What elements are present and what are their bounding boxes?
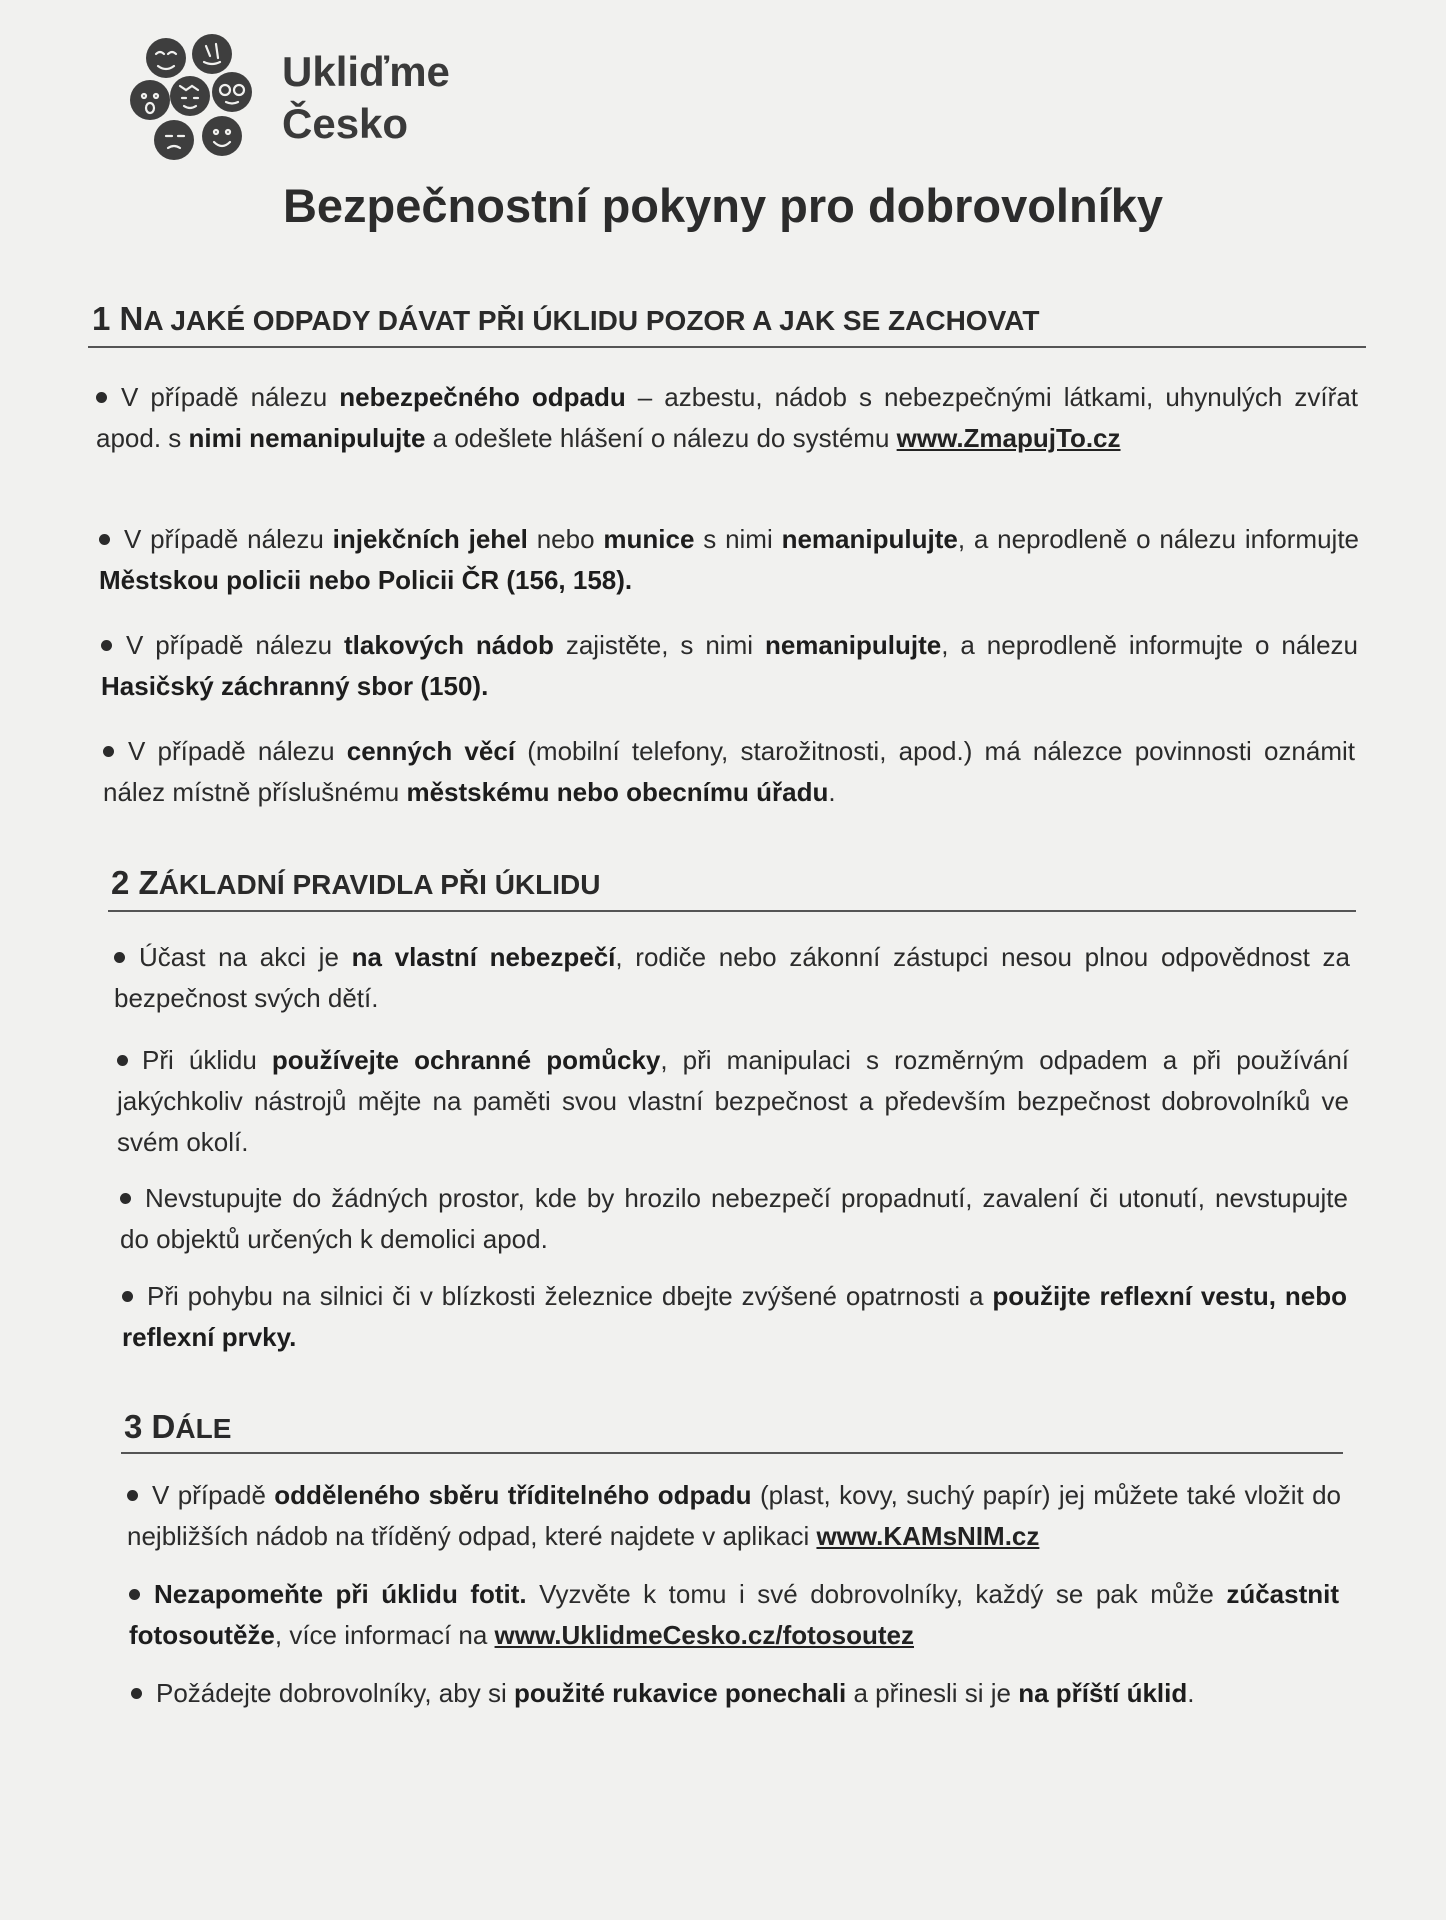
brand-name xyxy=(282,46,450,150)
section-2-number: 2 xyxy=(111,864,130,901)
section-2-item-1: Účast na akci je na vlastní nebezpečí, rodiče nebo zákonní zástupci nesou plnou odpovědnost za bezpečnost svých dětí. xyxy=(114,942,1350,1013)
section-1-item-1: V případě nálezu nebezpečného odpadu – azbestu, nádob s nebezpečnými látkami, uhynulých zvířat apod. s nimi nemanipulujte a odešlete hlášení o nálezu do systému www.ZmapujTo.cz xyxy=(96,382,1358,453)
bullet-icon xyxy=(122,1291,133,1302)
section-2-item-2: Při úklidu používejte ochranné pomůcky, při manipulaci s rozměrným odpadem a při používání jakýchkoliv nástrojů mějte na paměti svou vlastní bezpečnost a především bezpečnost dobrovolníků ve svém okolí. xyxy=(117,1045,1350,1157)
section-3-cap: D xyxy=(151,1408,176,1445)
section-1-title: A JAKÉ ODPADY DÁVAT PŘI ÚKLIDU POZOR A JAK SE ZACHOVAT xyxy=(143,305,1040,336)
brand-line-2: Česko xyxy=(282,100,409,147)
section-3-item-1: V případě odděleného sběru tříditelného odpadu (plast, kovy, suchý papír) jej můžete také vložit do nejbližších nádob na tříděný odpad, které najdete v aplikaci www.KAMsNIM.cz xyxy=(127,1480,1341,1551)
section-3-title: ÁLE xyxy=(175,1413,232,1444)
section-2-item-4: Při pohybu na silnici či v blízkosti železnice dbejte zvýšené opatrnosti a použijte reflexní vestu, nebo reflexní prvky. xyxy=(122,1281,1347,1352)
bullet-icon xyxy=(117,1055,128,1066)
section-3-item-3: Požádejte dobrovolníky, aby si použité rukavice ponechali a přinesli si je na příští úklid. xyxy=(131,1673,1337,1714)
section-3-number: 3 xyxy=(124,1408,143,1445)
zmapujto-link[interactable]: www.ZmapujTo.cz xyxy=(896,423,1121,453)
fotosoutez-link[interactable]: www.UklidmeCesko.cz/fotosoutez xyxy=(494,1620,914,1650)
bullet-icon xyxy=(127,1490,138,1501)
section-1-item-2: V případě nálezu injekčních jehel nebo munice s nimi nemanipulujte, a neprodleně o nálezu informujte Městskou policii nebo Policii ČR (156, 158). xyxy=(99,524,1360,595)
bullet-icon xyxy=(99,534,110,545)
kamsnim-link[interactable]: www.KAMsNIM.cz xyxy=(816,1521,1040,1551)
bullet-icon xyxy=(114,952,125,963)
section-2-divider xyxy=(108,910,1356,912)
section-2-heading xyxy=(111,864,600,902)
section-1-number: 1 xyxy=(92,300,111,337)
section-1-item-4: V případě nálezu cenných věcí (mobilní telefony, starožitnosti, apod.) má nálezce povinnosti oznámit nález místně příslušnému městskému nebo obecnímu úřadu. xyxy=(103,736,1356,807)
bullet-icon xyxy=(103,746,114,757)
section-3-heading xyxy=(124,1408,231,1446)
section-1-heading xyxy=(92,300,1039,338)
section-2-cap: Z xyxy=(138,864,159,901)
ukliďme-česko-logo xyxy=(128,30,268,170)
section-3-divider xyxy=(121,1452,1343,1454)
bullet-icon xyxy=(129,1589,140,1600)
bullet-icon xyxy=(131,1688,142,1699)
bullet-icon xyxy=(96,392,107,403)
bullet-icon xyxy=(120,1193,131,1204)
section-3-item-2: Nezapomeňte při úklidu fotit. Vyzvěte k tomu i své dobrovolníky, každý se pak může zúčastnit fotosoutěže, více informací na www.UklidmeCesko.cz/fotosoutez xyxy=(129,1579,1340,1650)
section-1-cap: N xyxy=(119,300,144,337)
section-2-title: ÁKLADNÍ PRAVIDLA PŘI ÚKLIDU xyxy=(158,869,601,900)
bullet-icon xyxy=(101,640,112,651)
brand-line-1: Ukliďme xyxy=(282,48,450,95)
section-1-divider xyxy=(88,346,1366,348)
section-2-item-3: Nevstupujte do žádných prostor, kde by hrozilo nebezpečí propadnutí, zavalení či utonutí, nevstupujte do objektů určených k demolici apod. xyxy=(120,1183,1348,1254)
section-1-item-3: V případě nálezu tlakových nádob zajistěte, s nimi nemanipulujte, a neprodleně informujte o nálezu Hasičský záchranný sbor (150). xyxy=(101,630,1359,701)
document-title: Bezpečnostní pokyny pro dobrovolníky xyxy=(282,179,1164,232)
